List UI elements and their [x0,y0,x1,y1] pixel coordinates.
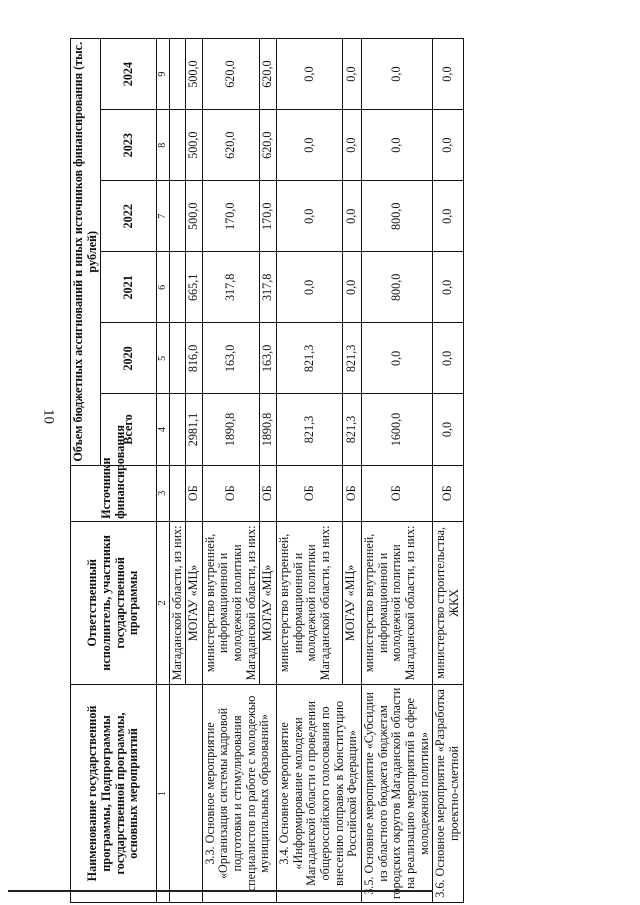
value-year [169,252,186,323]
value-year [169,110,186,181]
header-year: 2021 [101,252,157,323]
value-year: 0,0 [433,323,463,394]
value-year: 821,3 [277,323,343,394]
column-number: 7 [157,181,169,252]
budget-table-container [70,38,562,903]
row-source: ОБ [186,465,203,521]
row-executor: министерство внутренней, информационной и молодежной политики Магаданской области, из них: [362,521,433,684]
column-number: 9 [157,39,169,110]
header-source: Источники финансирования [71,465,157,521]
value-total: 2981,1 [186,394,203,465]
value-year: 163,0 [260,323,277,394]
row-executor: Магаданской области, из них: [169,521,186,684]
value-year: 0,0 [362,323,433,394]
row-executor: министерство строительства, ЖКХ [433,521,463,684]
value-year: 0,0 [362,110,433,181]
value-year: 0,0 [277,110,343,181]
value-year: 816,0 [186,323,203,394]
value-year [169,181,186,252]
value-year: 620,0 [202,39,260,110]
column-number: 3 [157,465,169,521]
value-year: 163,0 [202,323,260,394]
header-year: 2022 [101,181,157,252]
value-year: 620,0 [260,39,277,110]
value-year: 0,0 [342,110,361,181]
table-row [277,39,343,903]
page-number: 10 [40,409,57,424]
row-source: ОБ [277,465,343,521]
row-executor: министерство внутренней, информационной и молодежной политики Магаданской области, из них: [277,521,343,684]
row-name: 3.5. Основное мероприятие «Субсидии из областного бюджета бюджетам городских округов Магаданской области на реализацию мероприятий в сфере молодежной политики» [362,684,433,902]
value-year [169,323,186,394]
value-year: 500,0 [186,39,203,110]
budget-table [70,38,464,903]
value-year: 317,8 [260,252,277,323]
header-executor: Ответственный исполнитель, участники государственной программы [71,521,157,684]
column-number: 8 [157,110,169,181]
value-year: 800,0 [362,252,433,323]
header-total: Всего [101,394,157,465]
value-total: 0,0 [433,394,463,465]
row-executor: МОГАУ «МЦ» [260,521,277,684]
row-name: 3.6. Основное мероприятие «Разработка проектно-сметной [433,684,463,902]
value-year: 317,8 [202,252,260,323]
value-year: 0,0 [342,39,361,110]
column-number: 1 [157,684,169,902]
row-executor: министерство внутренней, информационной и молодежной политики Магаданской области, из них: [202,521,260,684]
row-name: 3.4. Основное мероприятие «Информирование молодежи Магаданской области о проведении общероссийского голосования по внесению поправок в Конституцию Российской Федерации» [277,684,362,902]
header-volume: Объем бюджетных ассигнований и иных источников финансирования (тыс. рублей) [71,39,101,466]
value-total: 1890,8 [260,394,277,465]
row-source: ОБ [342,465,361,521]
row-source: ОБ [260,465,277,521]
value-total: 821,3 [342,394,361,465]
column-number: 4 [157,394,169,465]
value-year: 0,0 [277,39,343,110]
value-year: 500,0 [186,181,203,252]
header-row [71,39,101,903]
row-executor: МОГАУ «МЦ» [186,521,203,684]
row-name: 3.3. Основное мероприятие «Организация системы кадровой подготовки и стимулирования специалистов по работе с молодежью муниципальных образований» [202,684,276,902]
value-year: 0,0 [277,181,343,252]
table-row [202,39,260,903]
bottom-rule [8,890,433,892]
value-year: 665,1 [186,252,203,323]
row-source: ОБ [433,465,463,521]
value-year: 0,0 [433,252,463,323]
column-number: 5 [157,323,169,394]
header-year: 2020 [101,323,157,394]
value-year: 821,3 [342,323,361,394]
row-source [169,465,186,521]
header-year: 2024 [101,39,157,110]
table-row [169,39,186,903]
value-total: 821,3 [277,394,343,465]
header-year: 2023 [101,110,157,181]
value-year: 0,0 [433,181,463,252]
value-year: 170,0 [260,181,277,252]
value-year: 0,0 [342,252,361,323]
column-number: 2 [157,521,169,684]
value-total: 1600,0 [362,394,433,465]
row-source: ОБ [202,465,260,521]
table-row [433,39,463,903]
value-total [169,394,186,465]
table-row [362,39,433,903]
value-year: 0,0 [362,39,433,110]
value-year: 0,0 [433,39,463,110]
value-year: 0,0 [277,252,343,323]
header-name: Наименование государственной программы, Подпрограммы государственной программы, основных мероприятий [71,684,157,902]
value-year: 800,0 [362,181,433,252]
value-year [169,39,186,110]
column-number: 6 [157,252,169,323]
value-total: 1890,8 [202,394,260,465]
value-year: 170,0 [202,181,260,252]
value-year: 620,0 [202,110,260,181]
column-numbers-row [157,39,169,903]
row-name [169,684,202,902]
row-executor: МОГАУ «МЦ» [342,521,361,684]
row-source: ОБ [362,465,433,521]
value-year: 500,0 [186,110,203,181]
value-year: 0,0 [433,110,463,181]
value-year: 620,0 [260,110,277,181]
value-year: 0,0 [342,181,361,252]
